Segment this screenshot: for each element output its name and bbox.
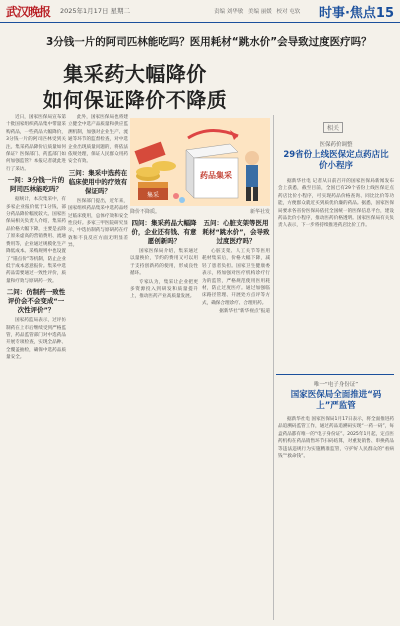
- paragraph: 国家药监局表示，过评仿制药在上市后继续受到严格监管，药品监管部门对中选药品开展专项检查，实现全品种、全覆盖抽检，确保中选药品质量安全。: [6, 318, 66, 361]
- sidebar-story-1: [278, 178, 394, 358]
- section-title: 时事·焦点15: [318, 6, 394, 21]
- chest-label: 集采: [146, 192, 160, 199]
- sidebar-kicker-1: 医保药价调整: [319, 142, 353, 148]
- column-divider: [273, 115, 274, 620]
- illustration: [130, 118, 270, 206]
- paragraph: 心脏支架、人工关节等医用耗材集采后，价格大幅下降，减轻了患者负担。国家卫生健康委表示，将加强对医疗机构诊疗行为的监管，严格规范使用医用耗材，防止过度医疗。通过加强临床路径管理、开展处方点评等方式，确保合理诊疗、合理用药。: [202, 249, 270, 306]
- editor-credit: 责编 刘华敏: [214, 9, 244, 15]
- sidebar-story-2: [278, 416, 394, 620]
- article-column-1: [6, 114, 66, 620]
- caption-text: 降价不降质。: [130, 209, 161, 215]
- subhead-q4: 四问：集采药品大幅降价，企业还有钱、有意愿创新吗？: [131, 219, 197, 245]
- headline-kicker: 3分钱一片的阿司匹林能吃吗？医用耗材“跳水价”会导致过度医疗吗？: [46, 36, 372, 48]
- subhead-q2: 二问：仿制药一致性评价会不会变成“一次性评价”？: [6, 288, 66, 315]
- paragraph: 据新华社电 记者从日前召开的国家医保局新闻发布会上获悉，截至目前，全国已有29个省份上线医保定点药店比价小程序，可实现药品价格查询、同比比价等功能，方便群众就近买到质优价廉的药品。据悉，国家医保局要求各省份医保局依托全国统一的医保信息平台，建设药品比价小程序，推动医药价格透明。国家医保局有关负责人表示，下一步将持续推进药店比价工作。: [278, 179, 394, 229]
- issue-date: 2025年1月17日 星期二: [60, 7, 131, 15]
- photo-caption: [130, 208, 270, 215]
- paragraph: 据统计，本次集采中，有多家企业报价低于1分钱，部分药品降价幅度较大。国家医保局相关负责人介绍，集采药品价格大幅下降，主要是去除了原来虚高的营销费用、流通费用等，企业通过规模化生产降低成本。采购规则中也设置了“锚点价”等机制，防止企业低于成本恶意报价。集采中选药品需要通过一致性评价，质量和疗效与原研药一致。: [6, 197, 66, 284]
- medicine-cartoon-icon: [130, 118, 270, 206]
- sidebar-title-2: 国家医保局全面推进“码上”严监管: [290, 390, 382, 411]
- subhead-q1: 一问：3分钱一片的阿司匹林能吃吗？: [7, 176, 65, 194]
- headline-title-line1: 集采药大幅降价: [63, 62, 207, 86]
- paragraph: 此外，国家医保局也将建立健全中选产品质量和供应监测机制，加强对企业生产、流通等环节的监督检查，对中选企业出现质量问题的，将依法依规处理，保证人民群众用药安全有效。: [68, 115, 128, 165]
- article-credit: 据新华社“新华视点”报道: [219, 309, 270, 315]
- article-column-3: [130, 216, 198, 620]
- masthead-bar: [0, 0, 400, 23]
- paragraph: 据新华社电 国家医保局1月17日表示，将全面推进药品追溯码监管工作，通过药品追溯码实现“一药一码”，每盒药品都有唯一的“电子身份证”。2025年1月起，定点医药机构在药品销售环节扫码结算，对重复销售、串换药品等违法违规行为实施精准监管，守护好人民群众的“看病钱”“救命钱”。: [278, 417, 394, 460]
- sidebar-title-1: 29省份上线医保定点药店比价小程序: [283, 150, 389, 171]
- editor-credits: [214, 7, 303, 15]
- proofreader-credit: 校对 屯软: [276, 9, 301, 15]
- paragraph: 专家认为，集采让企业把更多资源投入到研发和质量提升上，推动医药产业高质量发展。: [130, 279, 198, 300]
- box-label: 药品集采: [200, 171, 232, 180]
- photo-credit: 新华社发: [249, 209, 270, 215]
- sidebar-kicker-2: 唯一“电子身份证”: [313, 382, 359, 388]
- subhead-q3: 三问：集采中选药在临床使用中的疗效有保证吗？: [68, 168, 128, 195]
- paragraph: 国家医保局介绍，集采通过以量换价，节约的费用又可以用于支持创新药的使用，形成良性循环。: [130, 249, 198, 277]
- article-column-4: [202, 216, 270, 620]
- subhead-q5: 五问：心脏支架等医用耗材“跳水价”，会导致过度医疗吗？: [202, 219, 270, 245]
- paragraph: 医保部门提出，近年来，国家组织药品集采中选药品经过临床使用，总体疗效和安全性良好。多家三甲医院研究显示，中选仿制药与原研药在疗效和不良反应方面无明显差异。: [68, 198, 128, 249]
- newspaper-logo: 武汉晚报: [6, 5, 51, 19]
- sidebar-divider: [276, 374, 394, 375]
- related-tag: 相关: [323, 122, 343, 133]
- article-column-2: [68, 114, 128, 620]
- headline-title-line2: 如何保证降价不降质: [42, 88, 228, 112]
- designer-credit: 美编 丽媛: [248, 9, 272, 15]
- intro-paragraph: 近日，国家医保局宣布第十批国家组织药品集中带量采购药品，一些药品大幅降价，3分钱一片的阿司匹林受到关注。集采药品降价后质量如何保证？医保部门、药监部门如何加强监管？本报记者就此进行了采访。: [6, 115, 66, 172]
